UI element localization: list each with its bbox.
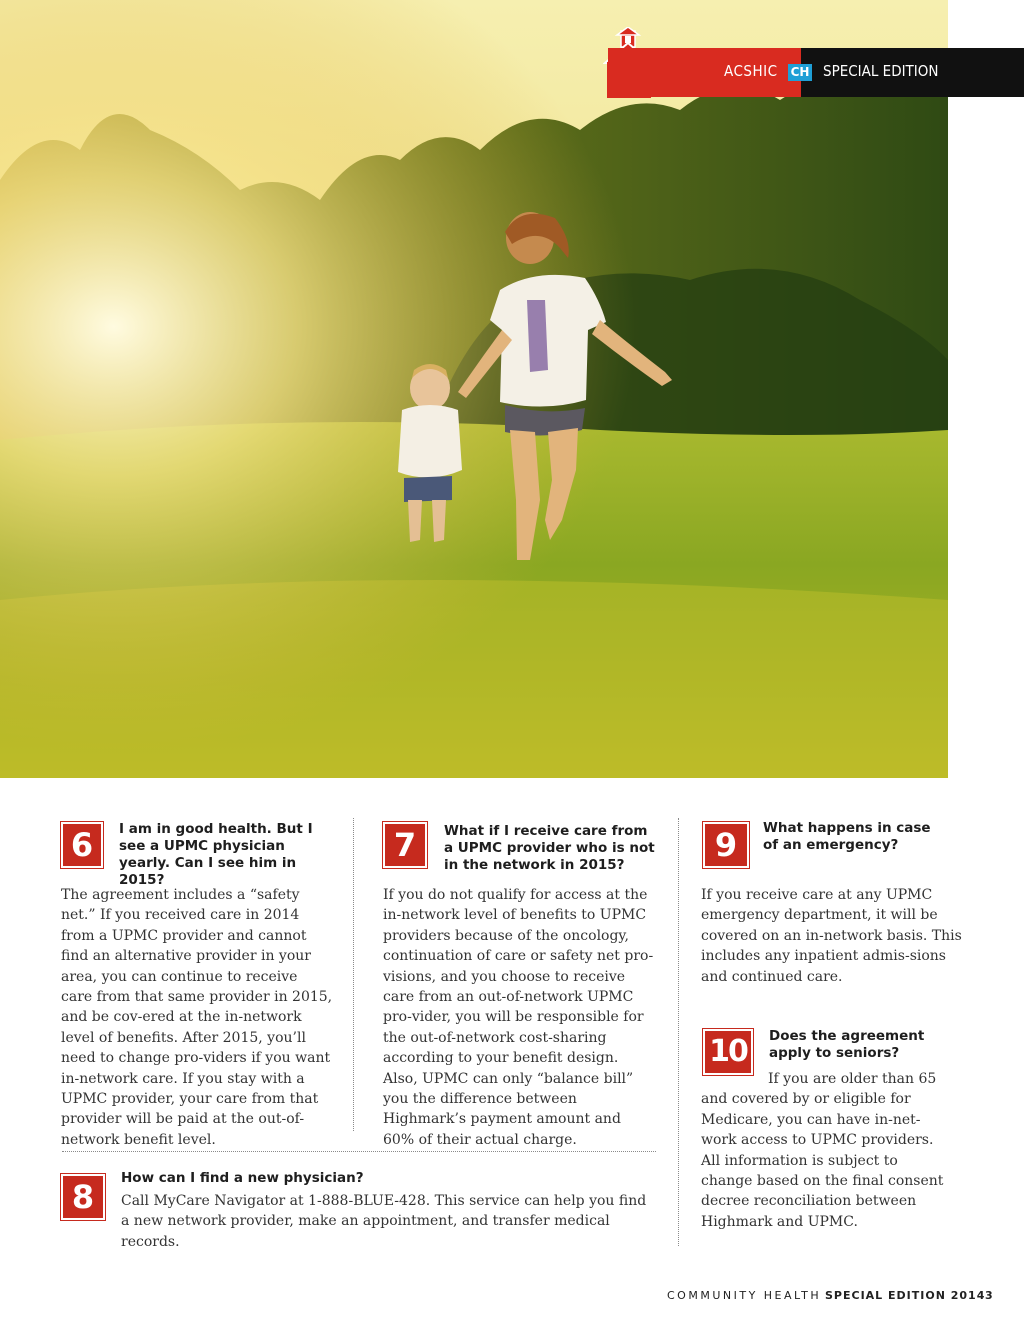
column-divider-2 (678, 818, 679, 1246)
faq-number-9: 9 (703, 822, 749, 868)
faq-answer-6: The agreement includes a “safety net.” If you received care in 2014 from a UPMC provider and cannot find an alternative provider in your area, you can continue to receive care from that same provider in 2015, and be cov-ered at the in-network level of benefits. After 2015, you’ll need to change pro-viders if you want in-network care. If you stay with a UPMC provider, your care from that provider will be paid at the out-of-network benefit level. (61, 887, 333, 1148)
brand-badge: CH (788, 64, 812, 81)
column-divider-1 (353, 818, 354, 1131)
section-divider (62, 1151, 656, 1152)
faq-answer-10: If you are older than 65 and covered by or eligible for Medicare, you can have in-net-work access to UPMC providers. All information is subject to change based on the final consent decree reconciliation between Highmark and UPMC. (701, 1071, 944, 1230)
faq-question-6: I am in good health. But I see a UPMC physician yearly. Can I see him in 2015? (119, 821, 313, 888)
footer-publication: COMMUNITY HEALTH (667, 1289, 822, 1302)
faq-answer-9: If you receive care at any UPMC emergency department, it will be covered on an in-network basis. This includes any inpatient admis-sions and continued care. (701, 887, 962, 985)
faq-question-7: What if I receive care from a UPMC provider who is not in the network in 2015? (444, 823, 655, 873)
faq-number-10: 10 (703, 1029, 753, 1075)
faq-answer-8: Call MyCare Navigator at 1-888-BLUE-428. This service can help you find a new network provider, make an appointment, and transfer medical records. (121, 1193, 647, 1250)
brand-name: ACSHIC (724, 62, 778, 80)
edition-label: SPECIAL EDITION (823, 62, 939, 80)
faq-question-8: How can I find a new physician? (121, 1170, 364, 1186)
footer-issue: SPECIAL EDITION 2014 (825, 1289, 986, 1302)
page-number: 3 (985, 1289, 993, 1302)
faq-answer-7: If you do not qualify for access at the in-network level of benefits to UPMC providers because of the oncology, continuation of care or safety net pro-visions, and you choose to receive care from an out-of-network UPMC pro-vider, you will be responsible for the out-of-network cost-sharing according to your benefit design. Also, UPMC can only “balance bill” you the difference between Highmark’s payment amount and 60% of their actual charge. (383, 887, 654, 1148)
faq-number-6: 6 (61, 822, 103, 868)
faq-number-8: 8 (61, 1174, 105, 1220)
faq-number-7: 7 (383, 822, 427, 868)
faq-question-10: Does the agreement apply to seniors? (769, 1028, 925, 1061)
faq-question-9: What happens in case of an emergency? (763, 820, 931, 853)
